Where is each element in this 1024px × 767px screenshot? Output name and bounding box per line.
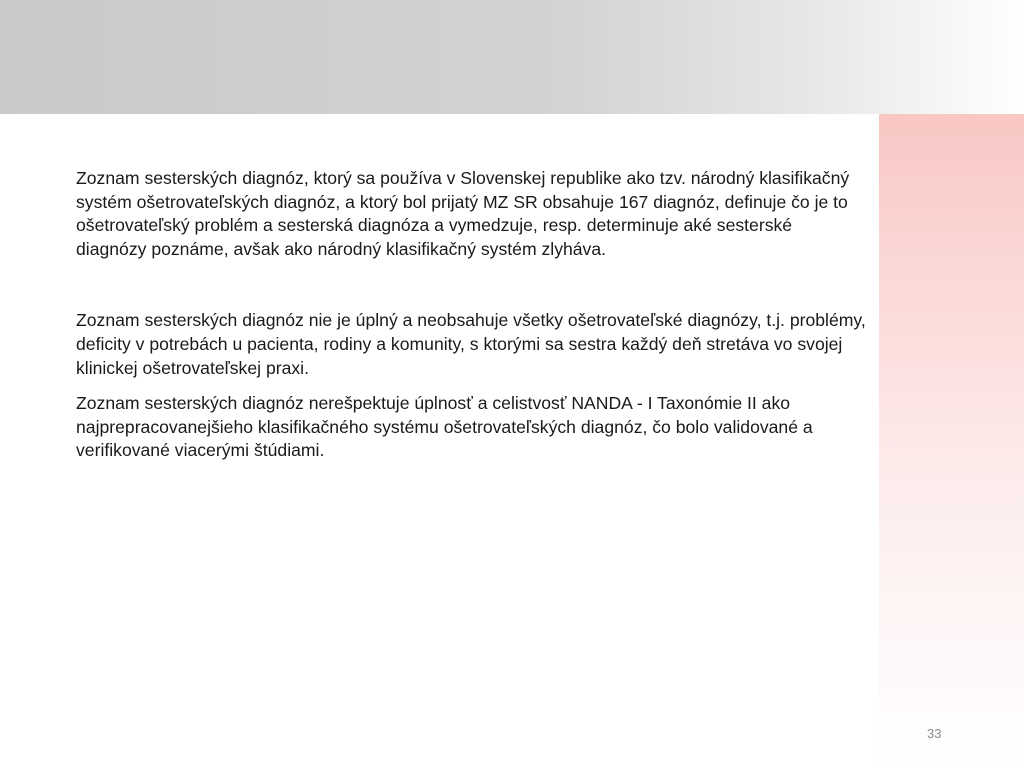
slide-body — [76, 167, 866, 463]
paragraph-incomplete-list: Zoznam sesterských diagnóz nie je úplný a neobsahuje všetky ošetrovateľské diagnózy, t.j. problémy, deficity v potrebách u pacienta, rodiny a komunity, s ktorými sa sestra každý deň stretáva vo svojej klinickej ošetrovateľskej praxi. — [76, 310, 866, 378]
paragraph-nanda-taxonomy: Zoznam sesterských diagnóz nerešpektuje úplnosť a celistvosť NANDA - I Taxonómie II ako najprepracovanejšieho klasifikačného systému ošetrovateľských diagnóz, čo bolo validované a verifikované viacerými štúdiami. — [76, 393, 813, 461]
header-band — [0, 0, 1024, 114]
side-accent-panel — [879, 114, 1024, 767]
paragraph-national-classification: Zoznam sesterských diagnóz, ktorý sa používa v Slovenskej republike ako tzv. národný klasifikačný systém ošetrovateľských diagnóz, a ktorý bol prijatý MZ SR obsahuje 167 diagnóz, definuje čo je to ošetrovateľský problém a sesterská diagnóza a vymedzuje, resp. determinuje aké sesterské diagnózy poznáme, avšak ako národný klasifikačný systém zlyháva. — [76, 168, 850, 259]
page-number: 33 — [927, 726, 942, 741]
